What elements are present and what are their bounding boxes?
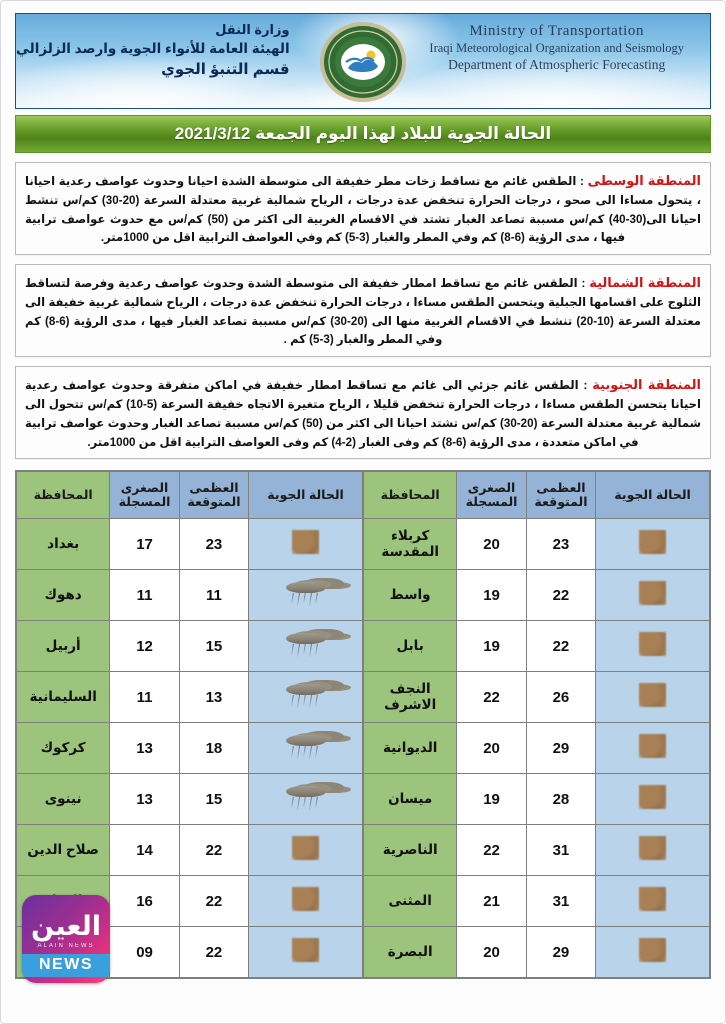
column-header-max-expected: العظمى المتوقعة [526,472,595,519]
column-header-weather: الحالة الجوية [249,472,363,519]
cell-governorate: واسط [364,570,457,621]
header-english-line3: Department of Atmospheric Forecasting [448,57,666,72]
table-row [17,774,363,825]
region-label-southern: المنطقة الجنوبية [592,377,701,393]
column-header-weather: الحالة الجوية [596,472,710,519]
watermark-arabic-text: العين [31,911,101,941]
rain-cloud-icon [280,679,332,713]
region-separator-southern: : [578,379,593,393]
header-english-block [429,14,684,73]
cell-min-recorded: 11 [110,570,179,621]
column-header-min-recorded: الصغرى المسجلة [110,472,179,519]
dust-icon [627,883,679,917]
cell-governorate: كربلاء المقدسة [364,519,457,570]
cell-weather [249,570,363,621]
cell-governorate: السليمانية [17,672,110,723]
cell-governorate: دهوك [17,570,110,621]
cell-weather [596,519,710,570]
dust-icon [627,832,679,866]
cell-max-expected: 15 [179,774,248,825]
table-row [364,876,710,927]
table-row [364,774,710,825]
cell-weather [596,876,710,927]
cell-governorate: بغداد [17,519,110,570]
watermark-subtitle: ALAIN NEWS [37,943,95,949]
report-title-bar [15,115,711,153]
cell-min-recorded: 14 [110,825,179,876]
header-arabic-line2: الهيئة العامة للأنواء الجوية وارصد الزلزالي [16,41,290,56]
dust-icon [627,628,679,662]
cell-min-recorded: 12 [110,621,179,672]
page-title: الحالة الجوية للبلاد لهذا اليوم الجمعة 2021/3/12 [174,124,552,143]
table-row [17,723,363,774]
cell-min-recorded: 20 [457,519,526,570]
header-english-line2: Iraqi Meteorological Organization and Seismology [429,41,684,55]
cell-governorate: الديوانية [364,723,457,774]
table-header-row [17,472,363,519]
cell-min-recorded: 19 [457,621,526,672]
table-header-row [364,472,710,519]
dust-icon [627,577,679,611]
cell-weather [249,876,363,927]
cell-weather [596,774,710,825]
header-arabic-line1: وزارة النقل [215,22,290,37]
forecast-text-northern: الطقس غائم مع تساقط امطار خفيفة الى متوسطة الشدة وحدوث عواصف رعدية وفرصة لتساقط الثلوج على اقسامها الجبلية ويتحسن الطقس مساءا ، درجات الحرارة تنخفض عدة درجات ، الرياح شمالية غربية خفيفة الى معتدلة السرعة (10-20) تنشط في الاقسام الغربية منها الى (20-30) كم/س مسببة تصاعد الغبار فيها ، مدى الرؤية (6-8) كم وفي المطر والغبار (3-5) كم . [25,277,701,347]
header-arabic-line3: قسم التنبؤ الجوي [161,61,290,78]
cell-governorate: البصرة [364,927,457,978]
cell-min-recorded: 11 [110,672,179,723]
cell-weather [596,825,710,876]
table-row [364,723,710,774]
dust-icon [627,526,679,560]
cell-min-recorded: 09 [110,927,179,978]
cell-governorate: بابل [364,621,457,672]
cell-max-expected: 31 [526,825,595,876]
cell-weather [249,927,363,978]
table-row [364,519,710,570]
cell-max-expected: 22 [179,825,248,876]
header-banner [15,13,711,109]
cell-max-expected: 28 [526,774,595,825]
cell-governorate: الناصرية [364,825,457,876]
dust-icon [627,679,679,713]
table-row [17,672,363,723]
table-row [364,672,710,723]
cell-min-recorded: 13 [110,723,179,774]
cell-max-expected: 13 [179,672,248,723]
cell-min-recorded: 16 [110,876,179,927]
cell-weather [596,621,710,672]
forecast-text-central: الطقس غائم مع تساقط زخات مطر خفيفة الى متوسطة الشدة احيانا وحدوث عواصف رعدية احيانا ، يتحول مساءا الى صحو ، درجات الحرارة تنخفض عدة درجات ، الرياح شمالية غربية معتدلة السرعة (20-30) كم/س تنشط احيانا الى(30-40) كم/س مسببة تصاعد الغبار تشتد في الاقسام الغربية الى اكثر من (50) كم/س مع حدوث عواصف ترابية فيها ، مدى الرؤية (6-8) كم وفي المطر والغبار (3-5) كم وفي العواصف الترابية اقل من 1000متر. [25,175,702,245]
table-row [17,570,363,621]
cell-max-expected: 26 [526,672,595,723]
cell-governorate: أربيل [17,621,110,672]
cell-min-recorded: 17 [110,519,179,570]
cell-weather [249,672,363,723]
dust-icon [627,934,679,968]
table-row [364,825,710,876]
rain-cloud-icon [280,781,332,815]
region-label-northern: المنطقة الشمالية [589,275,701,291]
cell-weather [249,825,363,876]
cell-governorate: النجف الاشرف [364,672,457,723]
dust-icon [627,730,679,764]
cell-max-expected: 22 [179,927,248,978]
header-english-line1: Ministry of Transportation [469,23,645,39]
rain-cloud-icon [280,628,332,662]
cell-min-recorded: 19 [457,774,526,825]
dust-icon [280,883,332,917]
table-row [17,519,363,570]
table-body-left [364,519,710,978]
table-row [364,570,710,621]
forecast-box-northern [15,264,711,357]
dust-icon [280,526,332,560]
forecast-box-central [15,162,711,255]
cell-max-expected: 22 [526,621,595,672]
dust-icon [280,934,332,968]
temperature-table-left [363,471,710,978]
table-row [17,621,363,672]
cell-governorate: المثنى [364,876,457,927]
cell-weather [596,570,710,621]
region-separator-northern: : [577,277,590,291]
cell-min-recorded: 22 [457,825,526,876]
column-header-governorate: المحافظة [364,472,457,519]
cell-max-expected: 11 [179,570,248,621]
cell-max-expected: 29 [526,723,595,774]
cell-max-expected: 29 [526,927,595,978]
table-row [364,927,710,978]
cell-min-recorded: 22 [457,672,526,723]
cell-max-expected: 22 [526,570,595,621]
cell-weather [596,723,710,774]
column-header-min-recorded: الصغرى المسجلة [457,472,526,519]
dust-icon [280,832,332,866]
cell-weather [249,519,363,570]
forecast-text-southern: الطقس غائم جزئي الى غائم مع تساقط امطار خفيفة في اماكن متفرقة وحدوث عواصف رعدية احيانا يتحسن الطقس مساءا ، درجات الحرارة تنخفض قليلا ، الرياح متغيرة الاتجاه خفيفة السرعة (5-10) كم/س تتحول الى شمالية غربية معتدلة السرعة (20-30) كم/س تشتد احيانا الى اكثر من (50) كم/س مسببة تصاعد الغبار وحدوث عواصف ترابية في اماكن متعددة ، مدى الرؤية (6-8) كم وفى الغبار (2-4) كم وفى العواصف الترابية اقل من 1000متر. [25,379,702,449]
cell-governorate: نينوى [17,774,110,825]
cell-weather [596,672,710,723]
rain-cloud-icon [280,577,332,611]
cell-governorate: ميسان [364,774,457,825]
cell-min-recorded: 20 [457,723,526,774]
cell-governorate: كركوك [17,723,110,774]
cell-min-recorded: 21 [457,876,526,927]
cell-min-recorded: 20 [457,927,526,978]
column-header-max-expected: العظمى المتوقعة [179,472,248,519]
cell-max-expected: 22 [179,876,248,927]
region-separator-central: : [576,175,588,188]
cell-max-expected: 18 [179,723,248,774]
table-row [17,825,363,876]
cell-max-expected: 23 [179,519,248,570]
rain-cloud-icon [280,730,332,764]
dust-icon [627,781,679,815]
forecast-box-southern [15,366,711,459]
cell-weather [249,621,363,672]
column-header-governorate: المحافظة [17,472,110,519]
cell-weather [249,774,363,825]
header-arabic-block [16,14,306,78]
temperature-tables [15,470,711,979]
news-logo-watermark [22,895,110,983]
cell-max-expected: 23 [526,519,595,570]
organization-emblem-icon [319,20,407,104]
cell-max-expected: 15 [179,621,248,672]
cell-max-expected: 31 [526,876,595,927]
watermark-news-label: NEWS [22,954,110,977]
cell-weather [249,723,363,774]
cell-min-recorded: 19 [457,570,526,621]
table-row [364,621,710,672]
cell-governorate: صلاح الدين [17,825,110,876]
cell-weather [596,927,710,978]
cell-min-recorded: 13 [110,774,179,825]
region-label-central: المنطقة الوسطى [587,173,702,188]
